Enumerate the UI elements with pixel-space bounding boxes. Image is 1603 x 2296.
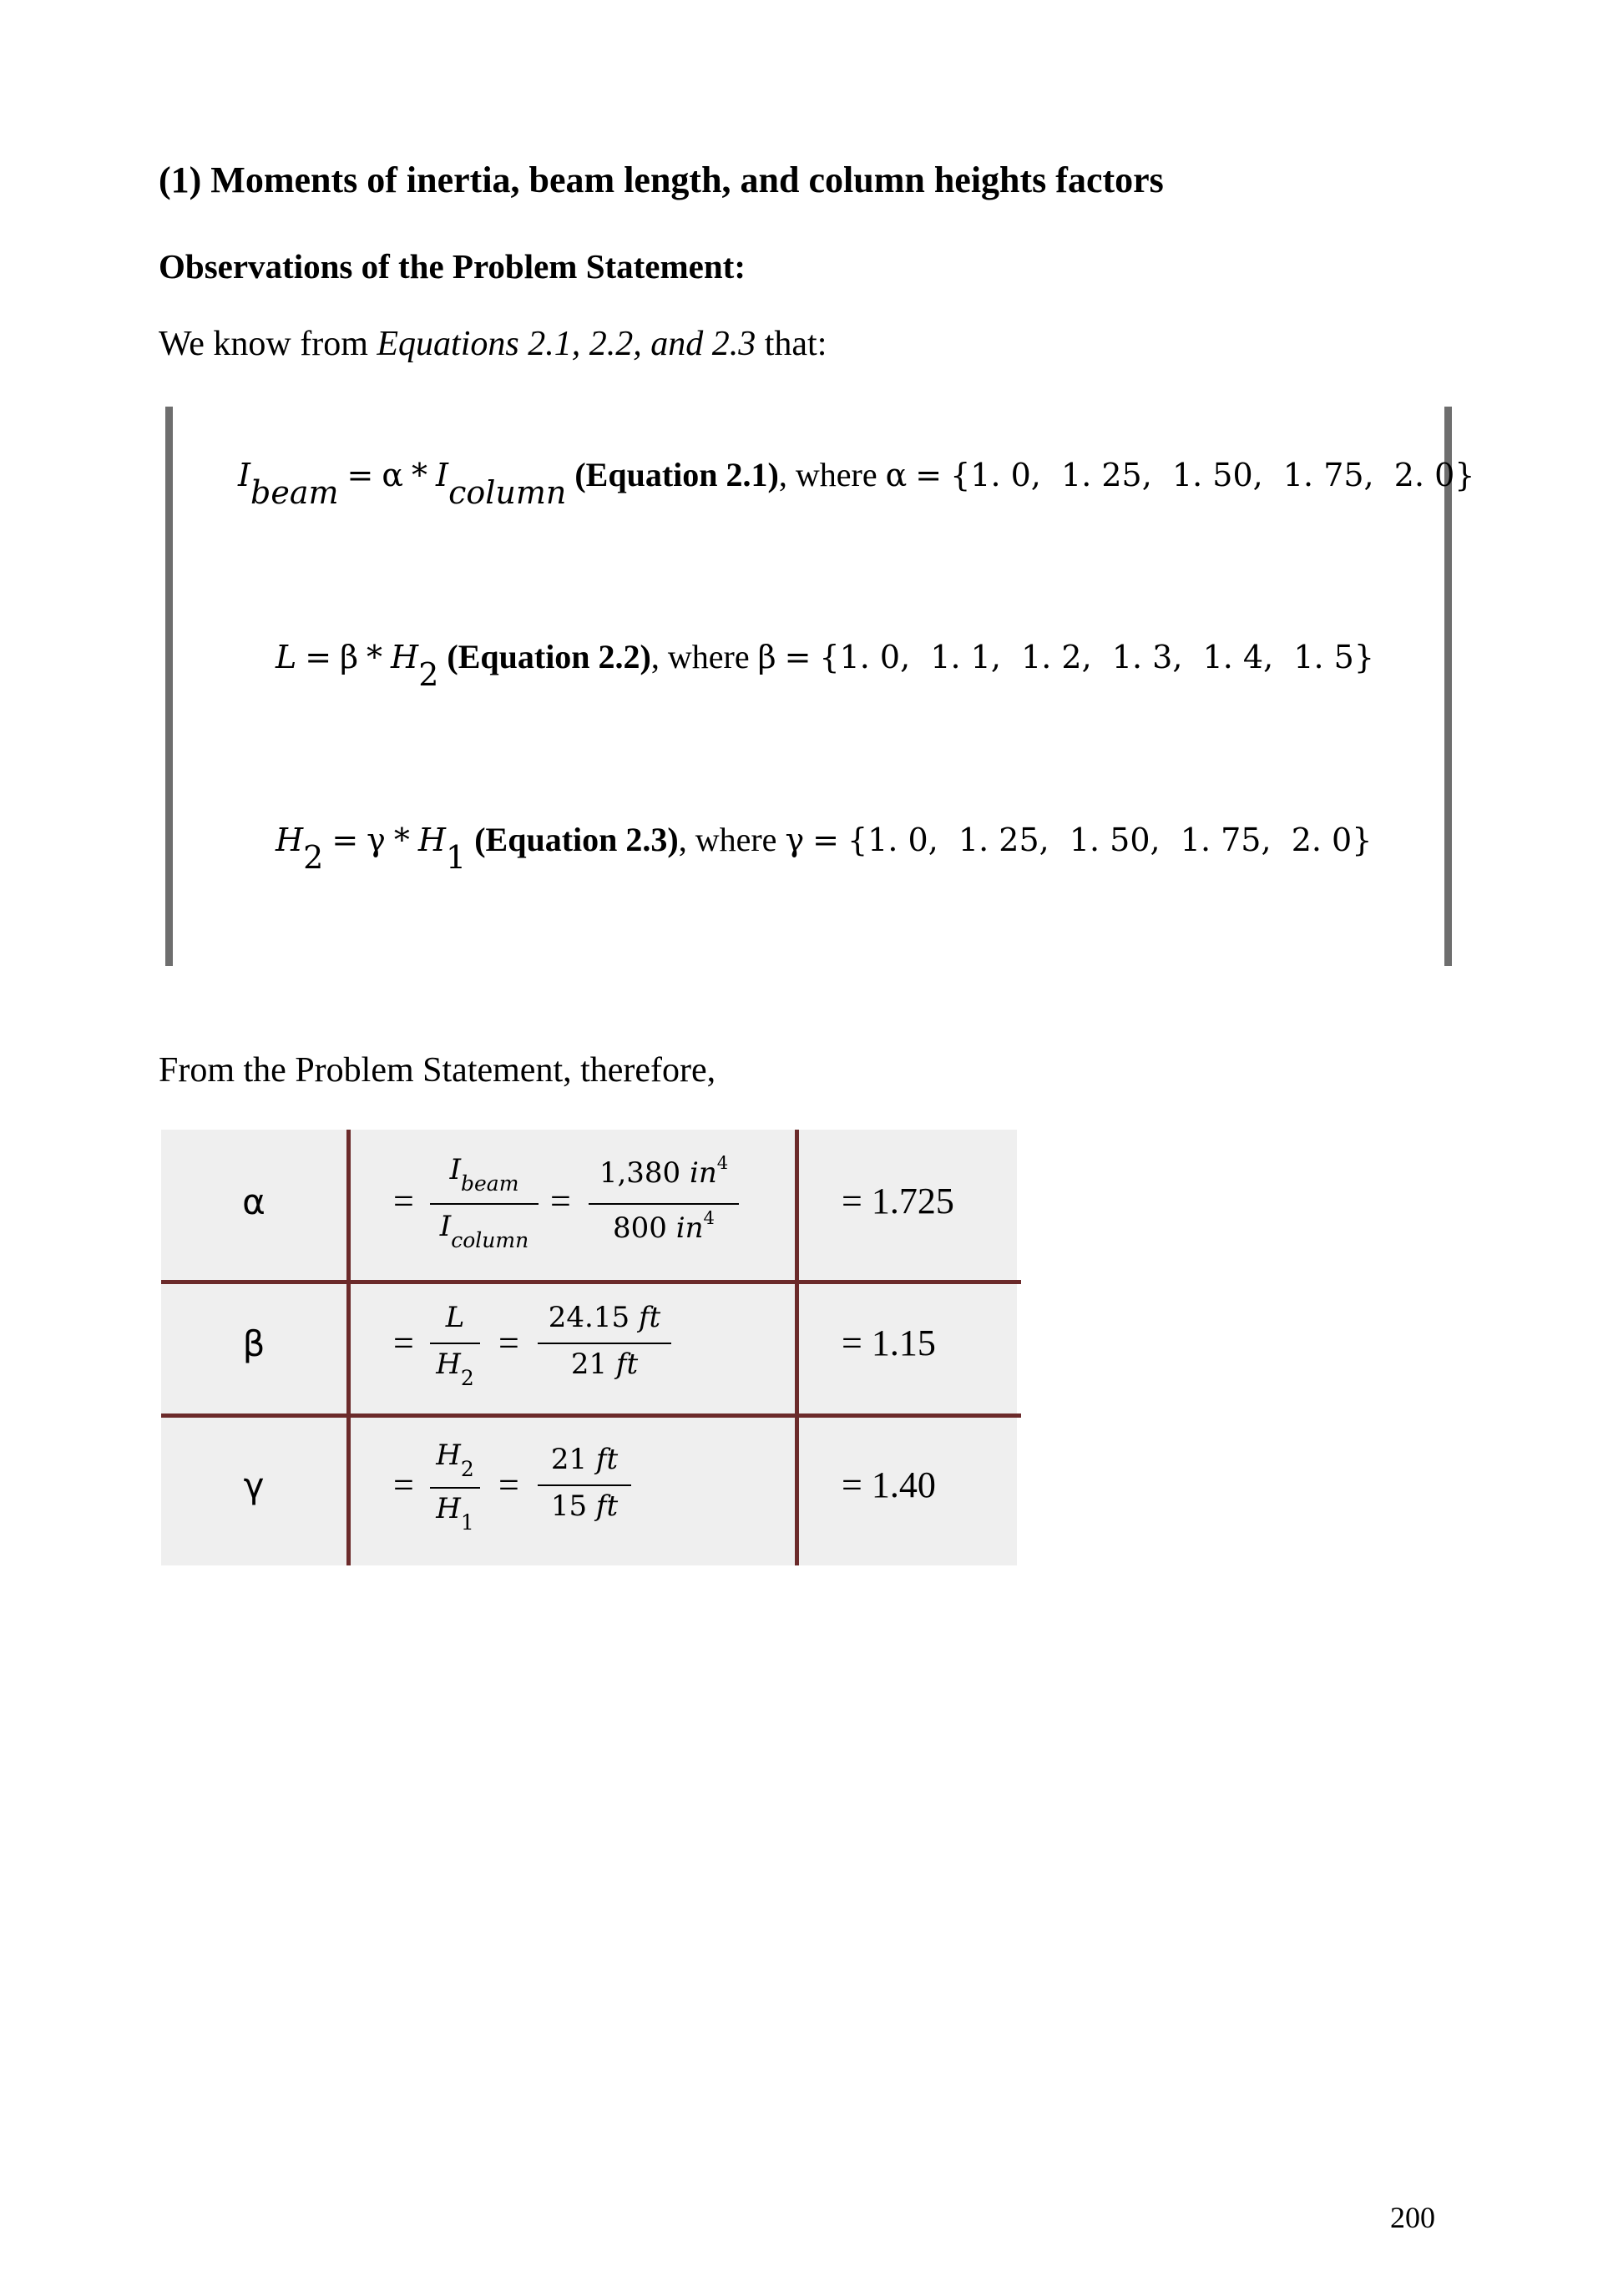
eq1-set-symbol: α bbox=[885, 457, 908, 493]
eq3-equals: = bbox=[331, 822, 359, 858]
equation-2-2 bbox=[276, 637, 1375, 693]
intro-text-after: that: bbox=[756, 325, 827, 363]
equation-2-1 bbox=[238, 455, 1475, 511]
eq1-factor: α bbox=[382, 457, 404, 493]
row-alpha-den-value: 800 bbox=[613, 1211, 676, 1245]
row-gamma-equals-1: = bbox=[393, 1464, 414, 1505]
eq2-rhs-sub: 2 bbox=[418, 655, 439, 693]
row-beta-den-var: H bbox=[436, 1348, 461, 1381]
eq3-factor: γ bbox=[367, 822, 386, 858]
row-gamma-den-sub: 1 bbox=[460, 1510, 474, 1535]
row-beta-den-sub: 2 bbox=[460, 1365, 474, 1390]
row-alpha-den-unit: in bbox=[675, 1211, 704, 1245]
row-gamma-ratio-symbolic bbox=[430, 1439, 480, 1539]
row-beta-symbol: β bbox=[242, 1323, 265, 1364]
row-beta-ratio-values bbox=[538, 1301, 671, 1393]
row-alpha-den-exp: 4 bbox=[703, 1207, 715, 1229]
row-alpha-num-unit: in bbox=[689, 1156, 717, 1190]
row-beta-result: = 1.15 bbox=[842, 1322, 936, 1363]
eq1-times: * bbox=[412, 457, 428, 493]
eq2-factor: β bbox=[340, 639, 359, 675]
table-row-divider bbox=[161, 1414, 1021, 1418]
row-alpha-den-sub: column bbox=[451, 1227, 529, 1252]
therefore-paragraph: From the Problem Statement, therefore, bbox=[159, 1051, 716, 1090]
eq3-rhs-var: H bbox=[417, 822, 447, 858]
eq3-lhs-sub: 2 bbox=[303, 838, 324, 876]
row-alpha-symbol: α bbox=[242, 1181, 265, 1222]
row-gamma-symbol: γ bbox=[243, 1465, 265, 1506]
intro-equations-reference: Equations 2.1, 2.2, and 2.3 bbox=[377, 325, 756, 363]
eq2-label: (Equation 2.2) bbox=[447, 638, 651, 675]
row-gamma-den-var: H bbox=[436, 1492, 461, 1525]
eq3-set-equals: = bbox=[812, 822, 839, 858]
equation-box-left-bar bbox=[165, 407, 173, 966]
eq1-equals: = bbox=[346, 457, 374, 493]
fraction-bar bbox=[538, 1484, 631, 1486]
row-gamma-equals-2: = bbox=[498, 1464, 519, 1505]
eq2-rhs-var: H bbox=[391, 639, 419, 675]
eq2-set-equals: = bbox=[784, 639, 812, 675]
eq1-where: , where bbox=[778, 456, 886, 493]
row-gamma-result: = 1.40 bbox=[842, 1464, 936, 1505]
fraction-bar bbox=[430, 1203, 539, 1205]
row-alpha-ratio-values bbox=[589, 1153, 739, 1253]
eq3-times: * bbox=[393, 822, 410, 858]
fraction-bar bbox=[538, 1343, 671, 1344]
equation-2-3 bbox=[276, 820, 1373, 876]
eq3-rhs-sub: 1 bbox=[446, 838, 467, 876]
table-column-divider bbox=[795, 1130, 799, 1565]
row-gamma-den-unit: ft bbox=[595, 1489, 619, 1523]
eq1-set-values: {1. 0, 1. 25, 1. 50, 1. 75, 2. 0} bbox=[950, 457, 1475, 493]
eq2-equals: = bbox=[305, 639, 332, 675]
subsection-heading: Observations of the Problem Statement: bbox=[159, 247, 746, 286]
row-alpha-num-exp: 4 bbox=[716, 1152, 729, 1174]
eq1-lhs-sub: beam bbox=[250, 473, 339, 511]
fraction-bar bbox=[589, 1203, 739, 1205]
row-gamma-den-value: 15 bbox=[550, 1489, 596, 1523]
row-beta-den-value: 21 bbox=[570, 1348, 616, 1381]
factor-table bbox=[161, 1130, 1017, 1565]
row-alpha-num-sub: beam bbox=[461, 1171, 519, 1196]
row-gamma-num-value: 21 bbox=[550, 1443, 596, 1476]
eq3-set-values: {1. 0, 1. 25, 1. 50, 1. 75, 2. 0} bbox=[847, 822, 1373, 858]
fraction-bar bbox=[430, 1343, 480, 1344]
intro-text-before: We know from bbox=[159, 325, 377, 363]
row-gamma-num-var: H bbox=[436, 1439, 461, 1472]
row-beta-num-value: 24.15 bbox=[548, 1301, 639, 1334]
eq3-lhs-var: H bbox=[276, 822, 304, 858]
section-heading: (1) Moments of inertia, beam length, and column heights factors bbox=[159, 159, 1164, 200]
table-row-divider bbox=[161, 1280, 1021, 1284]
row-beta-equals-2: = bbox=[498, 1322, 519, 1363]
fraction-bar bbox=[430, 1487, 480, 1489]
eq2-set-symbol: β bbox=[757, 639, 776, 675]
row-gamma-num-unit: ft bbox=[595, 1443, 619, 1476]
eq1-rhs-sub: column bbox=[448, 473, 567, 511]
eq3-label: (Equation 2.3) bbox=[474, 821, 679, 858]
row-beta-den-unit: ft bbox=[615, 1348, 639, 1381]
row-beta-equals-1: = bbox=[393, 1322, 414, 1363]
eq1-set-equals: = bbox=[915, 457, 943, 493]
eq1-label: (Equation 2.1) bbox=[574, 456, 779, 493]
row-beta-ratio-symbolic bbox=[430, 1301, 480, 1393]
row-alpha-num-value: 1,380 bbox=[599, 1156, 690, 1190]
row-gamma-num-sub: 2 bbox=[460, 1456, 474, 1481]
row-alpha-equals-1: = bbox=[393, 1181, 414, 1221]
row-alpha-result: = 1.725 bbox=[842, 1181, 954, 1221]
row-gamma-ratio-values bbox=[538, 1443, 631, 1535]
eq1-lhs-var: I bbox=[238, 457, 251, 493]
eq3-where: , where bbox=[678, 821, 786, 858]
eq2-lhs-var: L bbox=[276, 639, 297, 675]
intro-paragraph bbox=[159, 324, 827, 364]
row-beta-num-var: L bbox=[445, 1301, 465, 1334]
row-alpha-ratio-symbolic bbox=[430, 1153, 539, 1253]
row-alpha-equals-2: = bbox=[550, 1181, 571, 1221]
row-beta-num-unit: ft bbox=[638, 1301, 661, 1334]
eq2-set-values: {1. 0, 1. 1, 1. 2, 1. 3, 1. 4, 1. 5} bbox=[819, 639, 1375, 675]
row-alpha-den-var: I bbox=[439, 1210, 452, 1243]
eq1-rhs-var: I bbox=[436, 457, 449, 493]
eq2-times: * bbox=[367, 639, 383, 675]
eq2-where: , where bbox=[650, 638, 758, 675]
page-number: 200 bbox=[1390, 2201, 1435, 2234]
table-column-divider bbox=[346, 1130, 351, 1565]
eq3-set-symbol: γ bbox=[785, 822, 805, 858]
row-alpha-num-var: I bbox=[449, 1153, 461, 1186]
